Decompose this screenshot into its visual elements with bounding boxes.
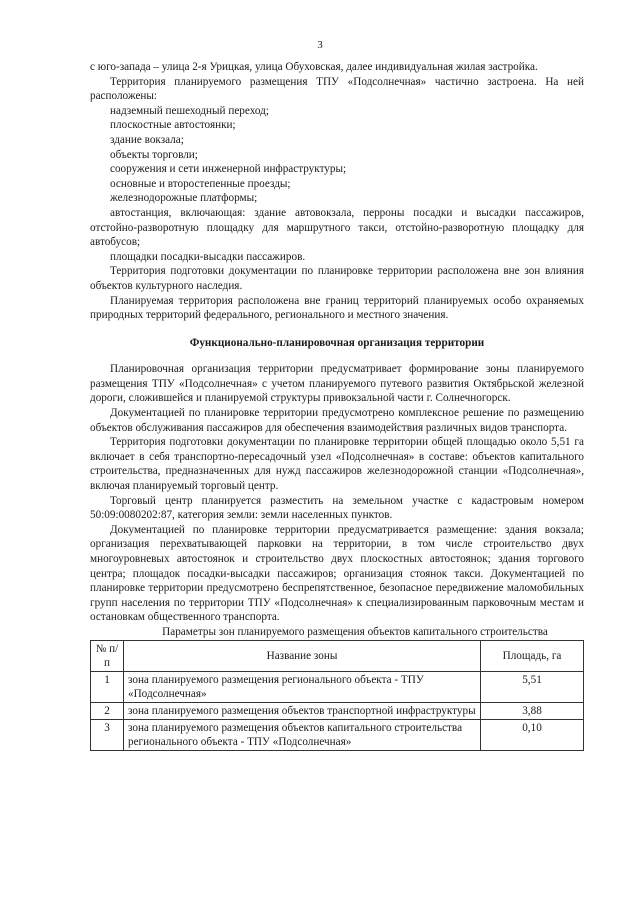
paragraph: Документацией по планировке территории предусматривается размещение: здания вокзала; организация перехватывающей парковки на территории, в том числе строительство двух многоуровневых автостоянок и строительство двух плоскостных автостоянок; здания торгового центра; площадок посадки-высадки пассажиров; организация стоянок такси. Документацией по планировке территории предусмотрено беспрепятственное, безопасное передвижение маломобильных групп населения по территории ТПУ «Подсолнечная» к специализированным парковочным местам и остановкам общественного транспорта. — [90, 523, 584, 624]
paragraph: Торговый центр планируется разместить на земельном участке с кадастровым номером 50:09:0080202:87, категория земли: земли населенных пунктов. — [90, 494, 584, 522]
row-area: 0,10 — [481, 719, 584, 750]
row-area: 5,51 — [481, 671, 584, 702]
list-item: объекты торговли; — [110, 148, 198, 161]
row-number: 2 — [91, 702, 124, 719]
row-zone-name: зона планируемого размещения объектов капитального строительства регионального объекта - ТПУ «Подсолнечная» — [124, 719, 481, 750]
list-item: автостанция, включающая: здание автовокзала, перроны посадки и высадки пассажиров, отстойно-разворотную площадку для маршрутного такси, отстойно-разворотную площадку для автобусов; — [90, 206, 584, 249]
list-item: площадки посадки-высадки пассажиров. — [110, 250, 306, 263]
header-area: Площадь, га — [481, 640, 584, 671]
table-row — [91, 702, 584, 719]
paragraph: с юго-запада – улица 2-я Урицкая, улица Обуховская, далее индивидуальная жилая застройка. — [90, 61, 538, 73]
row-number: 3 — [91, 719, 124, 750]
page-content — [90, 60, 584, 751]
paragraph: Планируемая территория расположена вне границ территорий планируемых особо охраняемых природных территорий федерального, регионального и местного значения. — [90, 294, 584, 322]
table-row — [91, 719, 584, 750]
header-zone-name: Название зоны — [124, 640, 481, 671]
table-header-row — [91, 640, 584, 671]
paragraph: Территория подготовки документации по планировке территории общей площадью около 5,51 га включает в себя транспортно-пересадочный узел «Подсолнечная» в составе: объектов капитального строительства, предназначенных для нужд пассажиров железнодорожной станции «Подсолнечная», включая планируемый торговый центр. — [90, 436, 584, 493]
list-item: здание вокзала; — [110, 133, 184, 146]
list-item: железнодорожные платформы; — [110, 192, 258, 205]
table-row — [91, 671, 584, 702]
list-item: сооружения и сети инженерной инфраструктуры; — [110, 163, 347, 176]
page-number: 3 — [317, 39, 323, 51]
paragraph: Документацией по планировке территории предусмотрено комплексное решение по размещению объектов обслуживания пассажиров для обеспечения взаимодействия различных видов транспорта. — [90, 407, 584, 434]
list-item: основные и второстепенные проезды; — [110, 177, 291, 190]
row-area: 3,88 — [481, 702, 584, 719]
table-caption: Параметры зон планируемого размещения объектов капитального строительства — [162, 625, 548, 638]
row-zone-name: зона планируемого размещения объектов транспортной инфраструктуры — [124, 702, 481, 719]
paragraph: Планировочная организация территории предусматривает формирование зоны планируемого размещения ТПУ «Подсолнечная» с учетом планируемого путевого развития Октябрьской железной дороги, сложившейся и планируемой структуры привокзальной части г. Солнечногорск. — [90, 363, 584, 405]
row-zone-name: зона планируемого размещения регионального объекта - ТПУ «Подсолнечная» — [124, 671, 481, 702]
row-number: 1 — [91, 671, 124, 702]
paragraph: Территория планируемого размещения ТПУ «Подсолнечная» частично застроена. На ней расположены: — [90, 75, 584, 103]
zones-table — [90, 640, 584, 751]
list-item: плоскостные автостоянки; — [110, 119, 236, 132]
located-objects-list — [90, 104, 584, 265]
header-number: № п/п — [91, 640, 124, 671]
list-item: надземный пешеходный переход; — [110, 104, 269, 117]
section-title: Функционально-планировочная организация территории — [189, 336, 485, 349]
paragraph: Территория подготовки документации по планировке территории расположена вне зон влияния объектов культурного наследия. — [90, 265, 584, 292]
